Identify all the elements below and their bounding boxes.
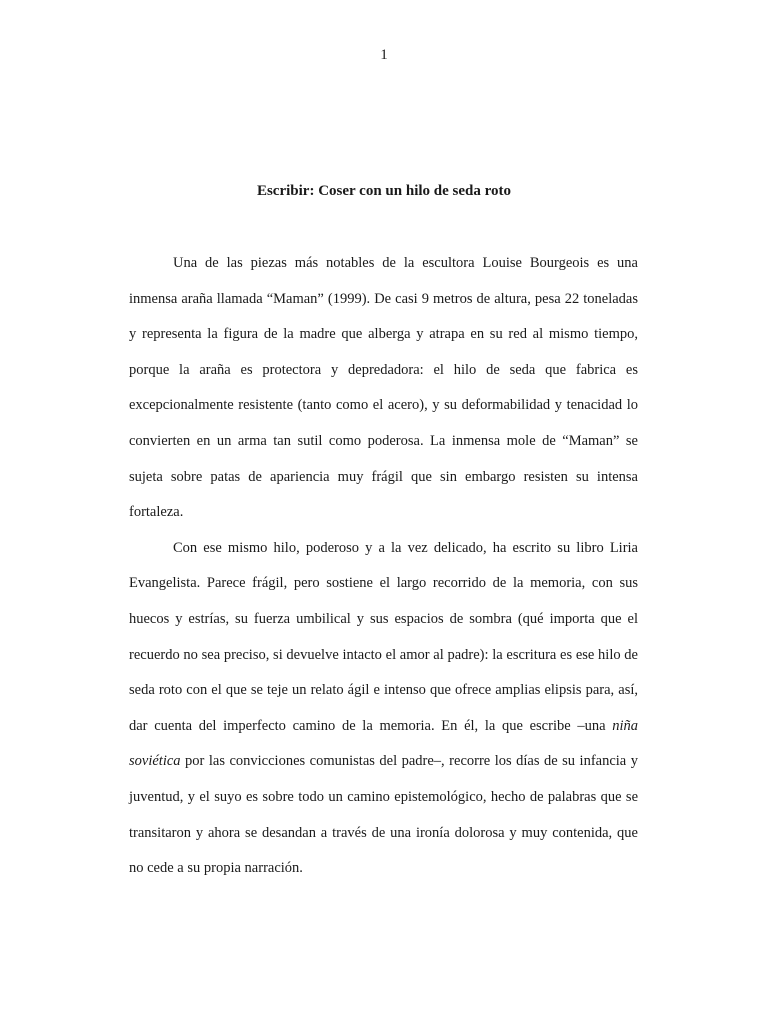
document-title: Escribir: Coser con un hilo de seda roto <box>256 183 512 199</box>
paragraph-2-emphasis: niña soviética <box>129 717 638 770</box>
page-number: 1 <box>380 47 388 63</box>
paragraph-2-text-before: Con ese mismo hilo, poderoso y a la vez delicado, ha escrito su libro Liria Evangelista. Parece frágil, pero sostiene el largo recorrido de la memoria, con sus huecos y estrías, su fuerza umbilical y sus espacios de sombra (qué importa que el recuerdo no sea preciso, si devuelve intacto el amor al padre): la escritura es ese hilo de seda roto con el que se teje un relato ágil e intenso que ofrece amplias elipsis para, así, dar cuenta del imperfecto camino de la memoria. En él, la que escribe –una <box>129 539 638 734</box>
document-body <box>129 246 638 887</box>
paragraph-1 <box>129 246 638 531</box>
paragraph-2-text-after: por las convicciones comunistas del padre–, recorre los días de su infancia y juventud, y el suyo es sobre todo un camino epistemológico, hecho de palabras que se transitaron y ahora se desandan a través de una ironía dolorosa y muy contenida, que no cede a su propia narración. <box>129 753 638 877</box>
paragraph-1-text: Una de las piezas más notables de la escultora Louise Bourgeois es una inmensa araña llamada “Maman” (1999). De casi 9 metros de altura, pesa 22 toneladas y representa la figura de la madre que alberga y atrapa en su red al mismo tiempo, porque la araña es protectora y depredadora: el hilo de seda que fabrica es excepcionalmente resistente (tanto como el acero), y su deformabilidad y tenacidad lo convierten en un arma tan sutil como poderosa. La inmensa mole de “Maman” se sujeta sobre patas de apariencia muy frágil que sin embargo resisten su intensa fortaleza. <box>129 255 638 521</box>
paragraph-2 <box>129 531 638 887</box>
